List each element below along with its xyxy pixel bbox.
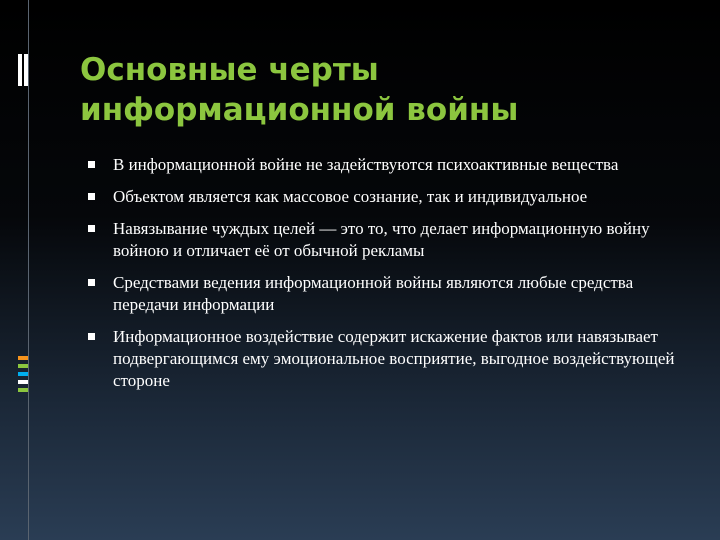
decorative-bar-gap (22, 54, 24, 86)
square-bullet-icon (88, 225, 95, 232)
square-bullet-icon (88, 279, 95, 286)
bullet-text: Информационное воздействие содержит искажение фактов или навязывает подвергающимся ему эмоциональное восприятие, выгодное воздействующей стороне (113, 327, 675, 390)
bullet-text: Объектом является как массовое сознание, так и индивидуальное (113, 187, 588, 206)
accent-stripe (18, 364, 28, 368)
accent-stripe (18, 356, 28, 360)
bullet-text: Навязывание чуждых целей — это то, что делает информационную войну войною и отличает её от обычной рекламы (113, 219, 650, 260)
bullet-item (88, 186, 688, 208)
bullet-list (88, 154, 688, 402)
accent-stripe (18, 388, 28, 392)
title-line: информационной войны (80, 92, 519, 128)
square-bullet-icon (88, 333, 95, 340)
title-line: Основные черты (80, 52, 379, 88)
bullet-item (88, 154, 688, 176)
left-border-line (28, 0, 29, 540)
square-bullet-icon (88, 193, 95, 200)
accent-stripe (18, 372, 28, 376)
bullet-item (88, 218, 688, 262)
bullet-text: Средствами ведения информационной войны являются любые средства передачи информации (113, 273, 634, 314)
slide-title (80, 50, 700, 130)
bullet-item (88, 272, 688, 316)
bullet-text: В информационной войне не задействуются психоактивные вещества (113, 155, 619, 174)
bullet-item (88, 326, 688, 392)
square-bullet-icon (88, 161, 95, 168)
accent-stripe (18, 380, 28, 384)
